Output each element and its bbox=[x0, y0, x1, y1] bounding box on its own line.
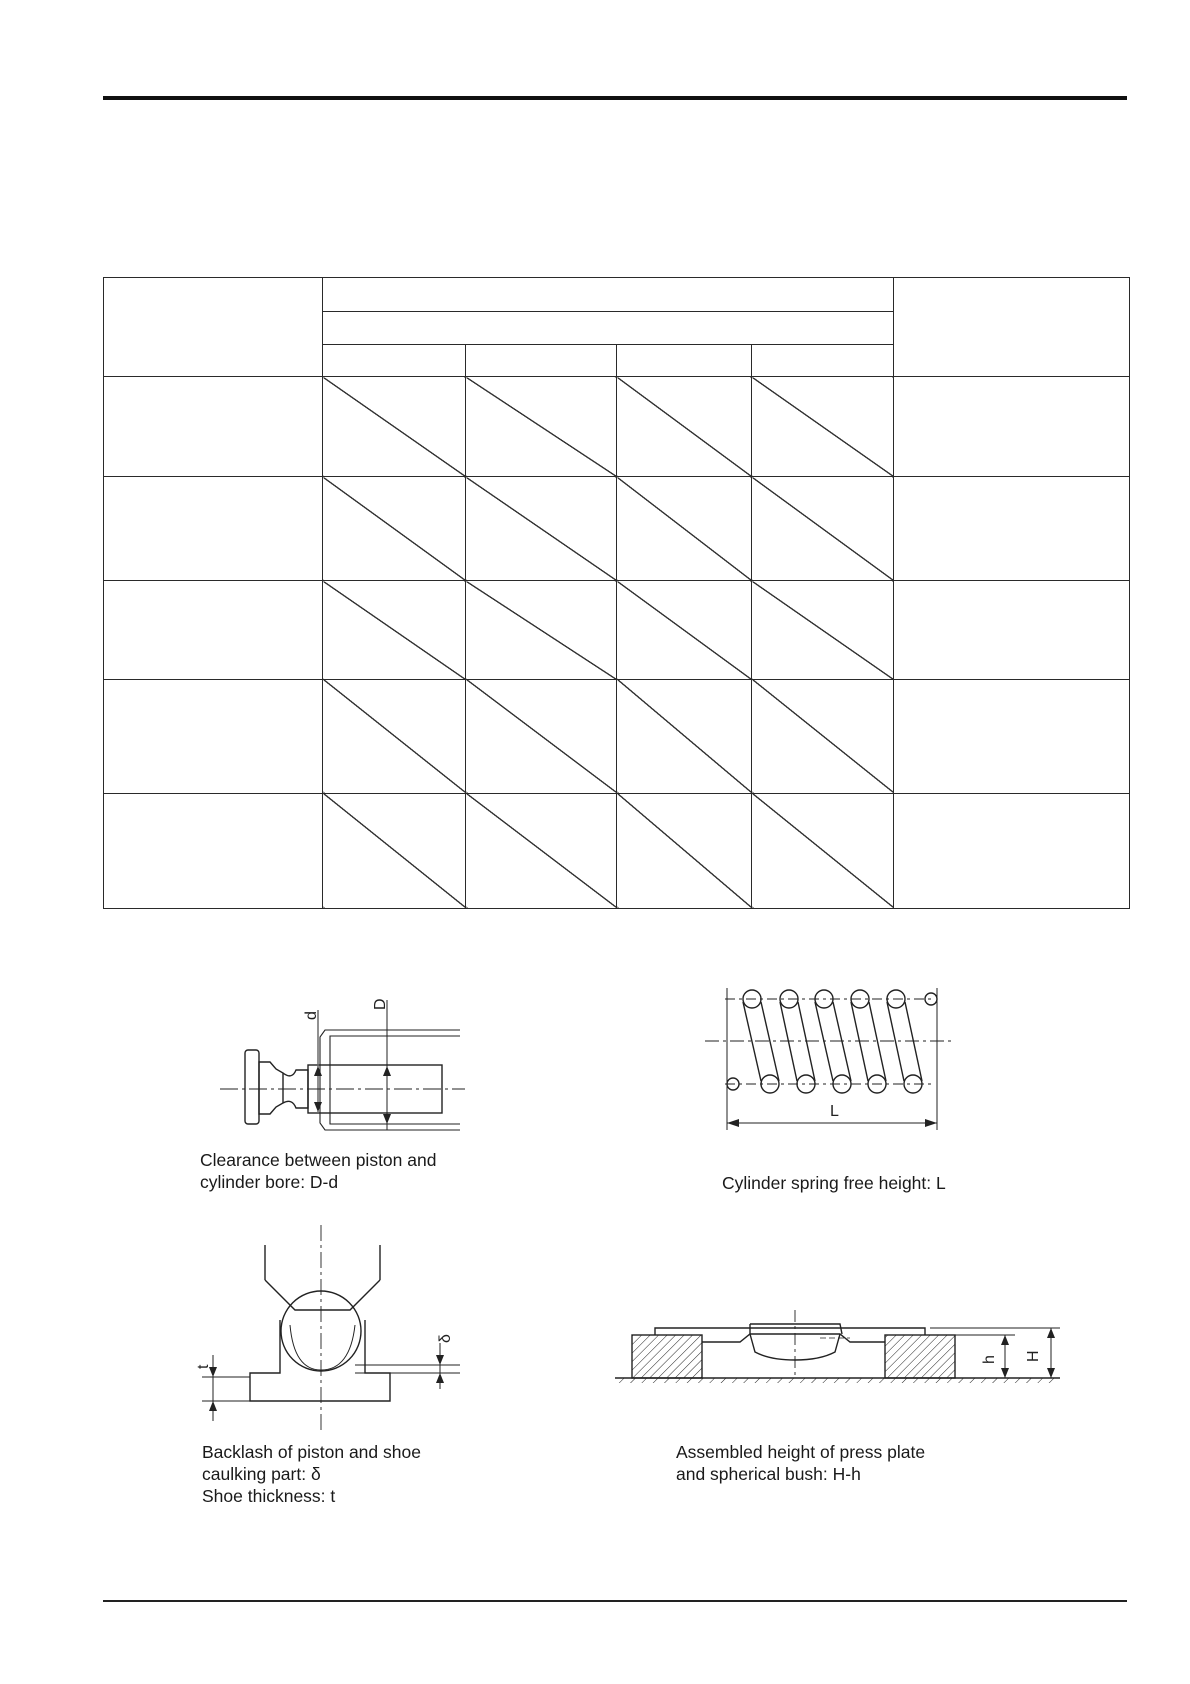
backlash-figure bbox=[190, 1225, 480, 1435]
caption-line-2: and spherical bush: H-h bbox=[676, 1464, 861, 1484]
spring-drawing bbox=[705, 980, 955, 1150]
press-plate-figure bbox=[610, 1290, 1070, 1400]
label-H: H bbox=[1025, 1350, 1042, 1362]
empty-cell bbox=[466, 793, 617, 908]
remedy-cell bbox=[894, 581, 1130, 679]
header-col-cell bbox=[617, 345, 752, 377]
caption-line-3: Shoe thickness: t bbox=[202, 1486, 336, 1506]
footer-rule bbox=[103, 1600, 1127, 1602]
empty-cell bbox=[323, 679, 466, 793]
table-row bbox=[104, 679, 1130, 793]
caption-line-1: Backlash of piston and shoe bbox=[202, 1442, 421, 1462]
caption-line-1: Assembled height of press plate bbox=[676, 1442, 926, 1462]
empty-cell bbox=[323, 477, 466, 581]
item-cell bbox=[104, 377, 323, 477]
empty-cell bbox=[617, 679, 752, 793]
empty-cell bbox=[323, 581, 466, 679]
empty-cell bbox=[752, 477, 894, 581]
empty-cell bbox=[323, 793, 466, 908]
empty-cell bbox=[466, 679, 617, 793]
item-cell bbox=[104, 793, 323, 908]
backlash-drawing bbox=[190, 1225, 480, 1435]
empty-cell bbox=[752, 793, 894, 908]
empty-cell bbox=[466, 377, 617, 477]
spring-height-figure bbox=[705, 980, 955, 1150]
table-row bbox=[104, 377, 1130, 477]
backlash-caption bbox=[202, 1441, 487, 1507]
label-t: t bbox=[195, 1364, 212, 1369]
piston-clearance-figure bbox=[210, 990, 470, 1140]
label-h: h bbox=[981, 1355, 998, 1364]
table-row bbox=[104, 581, 1130, 679]
piston-clearance-drawing bbox=[210, 990, 470, 1140]
empty-cell bbox=[323, 377, 466, 477]
empty-cell bbox=[466, 581, 617, 679]
spring-height-caption: Cylinder spring free height: L bbox=[722, 1173, 946, 1193]
empty-cell bbox=[617, 581, 752, 679]
header-subgroup-cell bbox=[323, 312, 894, 345]
remedy-cell bbox=[894, 793, 1130, 908]
caption-line-1: Clearance between piston and bbox=[200, 1150, 437, 1170]
caption-line-2: cylinder bore: D-d bbox=[200, 1172, 339, 1192]
header-col-cell bbox=[466, 345, 617, 377]
empty-cell bbox=[617, 377, 752, 477]
table-row bbox=[104, 477, 1130, 581]
piston-clearance-caption bbox=[200, 1149, 486, 1193]
label-d: d bbox=[303, 1011, 320, 1020]
label-D: D bbox=[372, 998, 389, 1010]
press-plate-caption bbox=[676, 1441, 962, 1485]
empty-cell bbox=[466, 477, 617, 581]
header-col-cell bbox=[323, 345, 466, 377]
empty-cell bbox=[752, 377, 894, 477]
empty-cell bbox=[617, 793, 752, 908]
header-rule bbox=[103, 96, 1127, 100]
item-cell bbox=[104, 679, 323, 793]
header-remedy-cell bbox=[894, 278, 1130, 377]
press-plate-drawing bbox=[610, 1290, 1070, 1400]
header-item-cell bbox=[104, 278, 323, 377]
item-cell bbox=[104, 581, 323, 679]
inspection-table bbox=[103, 277, 1129, 909]
empty-cell bbox=[752, 679, 894, 793]
remedy-cell bbox=[894, 477, 1130, 581]
label-L: L bbox=[830, 1103, 839, 1120]
caption-line-2: caulking part: δ bbox=[202, 1464, 321, 1484]
header-col-cell bbox=[752, 345, 894, 377]
empty-cell bbox=[752, 581, 894, 679]
table-row bbox=[104, 793, 1130, 908]
empty-cell bbox=[617, 477, 752, 581]
remedy-cell bbox=[894, 377, 1130, 477]
label-delta: δ bbox=[437, 1334, 454, 1343]
header-standard-cell bbox=[323, 278, 894, 312]
item-cell bbox=[104, 477, 323, 581]
remedy-cell bbox=[894, 679, 1130, 793]
